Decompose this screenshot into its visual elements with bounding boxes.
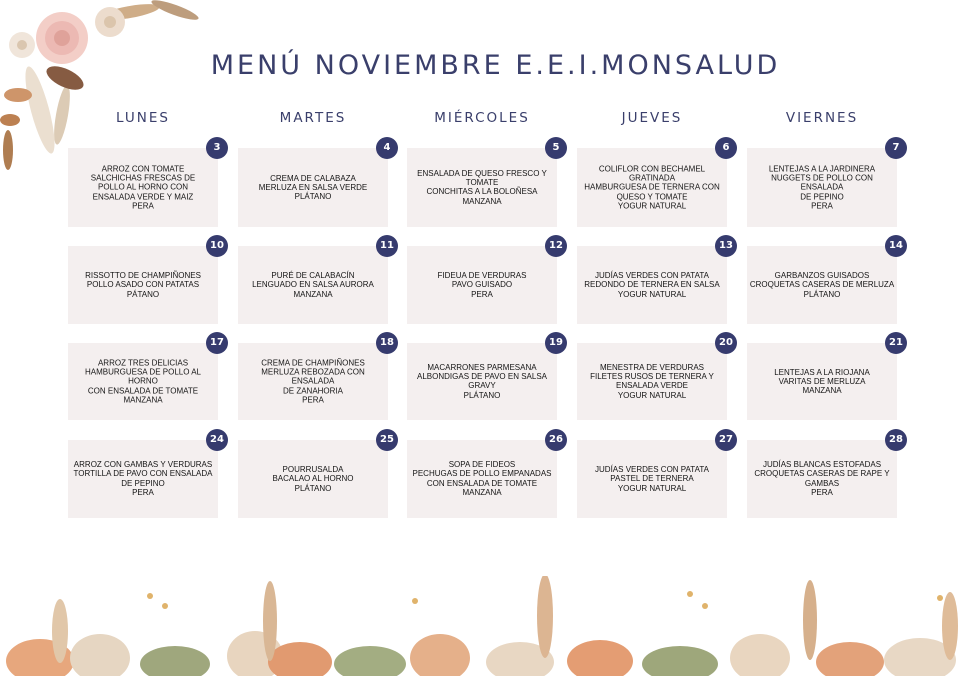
menu-cell (68, 343, 218, 420)
day-header-2: MIÉRCOLES (434, 110, 530, 126)
date-badge: 3 (206, 137, 228, 159)
menu-cell (577, 440, 727, 518)
menu-text: JUDÍAS VERDES CON PATATA PASTEL DE TERNERA YOGUR NATURAL (595, 464, 709, 493)
menu-text: ARROZ CON TOMATE SALCHICHAS FRESCAS DE POLLO AL HORNO CON ENSALADA VERDE Y MAIZ PERA (90, 163, 196, 211)
menu-cell (747, 246, 897, 324)
menu-cell (407, 148, 557, 227)
menu-cell (68, 440, 218, 518)
day-header-4: VIERNES (785, 110, 859, 126)
menu-cell (238, 246, 388, 324)
menu-cell (577, 343, 727, 420)
menu-cell (747, 440, 897, 518)
menu-text: PURÉ DE CALABACÍN LENGUADO EN SALSA AURORA MANZANA (252, 270, 374, 299)
menu-cell (68, 148, 218, 227)
date-badge: 25 (376, 429, 398, 451)
menu-text: JUDÍAS VERDES CON PATATA REDONDO DE TERNERA EN SALSA YOGUR NATURAL (584, 270, 720, 299)
menu-text: ENSALADA DE QUESO FRESCO Y TOMATE CONCHITAS A LA BOLOÑESA MANZANA (417, 168, 547, 206)
menu-text: JUDÍAS BLANCAS ESTOFADAS CROQUETAS CASERAS DE RAPE Y GAMBAS PERA (754, 460, 890, 498)
menu-text: MACARRONES PARMESANA ALBONDIGAS DE PAVO EN SALSA GRAVY PLÁTANO (417, 362, 547, 400)
date-badge: 20 (715, 332, 737, 354)
menu-cell (238, 148, 388, 227)
date-badge: 17 (206, 332, 228, 354)
date-badge: 19 (545, 332, 567, 354)
menu-text: LENTEJAS A LA RIOJANA VARITAS DE MERLUZA MANZANA (774, 367, 870, 396)
menu-cell (577, 148, 727, 227)
date-badge: 10 (206, 235, 228, 257)
date-badge: 7 (885, 137, 907, 159)
menu-cell (747, 343, 897, 420)
date-badge: 26 (545, 429, 567, 451)
menu-text: SOPA DE FIDEOS PECHUGAS DE POLLO EMPANADAS CON ENSALADA DE TOMATE MANZANA (412, 460, 552, 498)
date-badge: 4 (376, 137, 398, 159)
menu-text: FIDEUA DE VERDURAS PAVO GUISADO PERA (437, 270, 527, 299)
menu-text: ARROZ TRES DELICIAS HAMBURGUESA DE POLLO AL HORNO CON ENSALADA DE TOMATE MANZANA (84, 357, 202, 405)
date-badge: 14 (885, 235, 907, 257)
date-badge: 6 (715, 137, 737, 159)
menu-cell (577, 246, 727, 324)
date-badge: 24 (206, 429, 228, 451)
day-header-1: MARTES (279, 110, 347, 126)
menu-text: CREMA DE CHAMPIÑONES MERLUZA REBOZADA CON ENSALADA DE ZANAHORIA PERA (261, 357, 365, 405)
menu-text: CREMA DE CALABAZA MERLUZA EN SALSA VERDE PLÁTANO (258, 173, 368, 202)
day-header-0: LUNES (116, 110, 170, 126)
date-badge: 12 (545, 235, 567, 257)
menu-cell (407, 440, 557, 518)
menu-text: ARROZ CON GAMBAS Y VERDURAS TORTILLA DE PAVO CON ENSALADA DE PEPINO PERA (73, 460, 213, 498)
menu-cell (407, 343, 557, 420)
date-badge: 28 (885, 429, 907, 451)
menu-text: COLIFLOR CON BECHAMEL GRATINADA HAMBURGUESA DE TERNERA CON QUESO Y TOMATE YOGUR NATURAL (584, 163, 720, 211)
menu-cell (238, 343, 388, 420)
menu-cell (407, 246, 557, 324)
date-badge: 13 (715, 235, 737, 257)
menu-text: LENTEJAS A LA JARDINERA NUGGETS DE POLLO CON ENSALADA DE PEPINO PERA (768, 163, 876, 211)
date-badge: 11 (376, 235, 398, 257)
date-badge: 18 (376, 332, 398, 354)
menu-text: MENESTRA DE VERDURAS FILETES RUSOS DE TERNERA Y ENSALADA VERDE YOGUR NATURAL (590, 362, 714, 400)
date-badge: 27 (715, 429, 737, 451)
menu-text: POURRUSALDA BACALAO AL HORNO PLÁTANO (272, 464, 354, 493)
page-title: MENÚ NOVIEMBRE E.E.I.MONSALUD (210, 50, 781, 81)
date-badge: 21 (885, 332, 907, 354)
menu-cell (238, 440, 388, 518)
menu-text: RISSOTTO DE CHAMPIÑONES POLLO ASADO CON PATATAS PÁTANO (85, 270, 201, 299)
menu-cell (747, 148, 897, 227)
menu-text: GARBANZOS GUISADOS CROQUETAS CASERAS DE MERLUZA PLÁTANO (749, 270, 895, 299)
date-badge: 5 (545, 137, 567, 159)
day-header-3: JUEVES (621, 110, 683, 126)
menu-cell (68, 246, 218, 324)
floral-border-icon (0, 576, 963, 676)
